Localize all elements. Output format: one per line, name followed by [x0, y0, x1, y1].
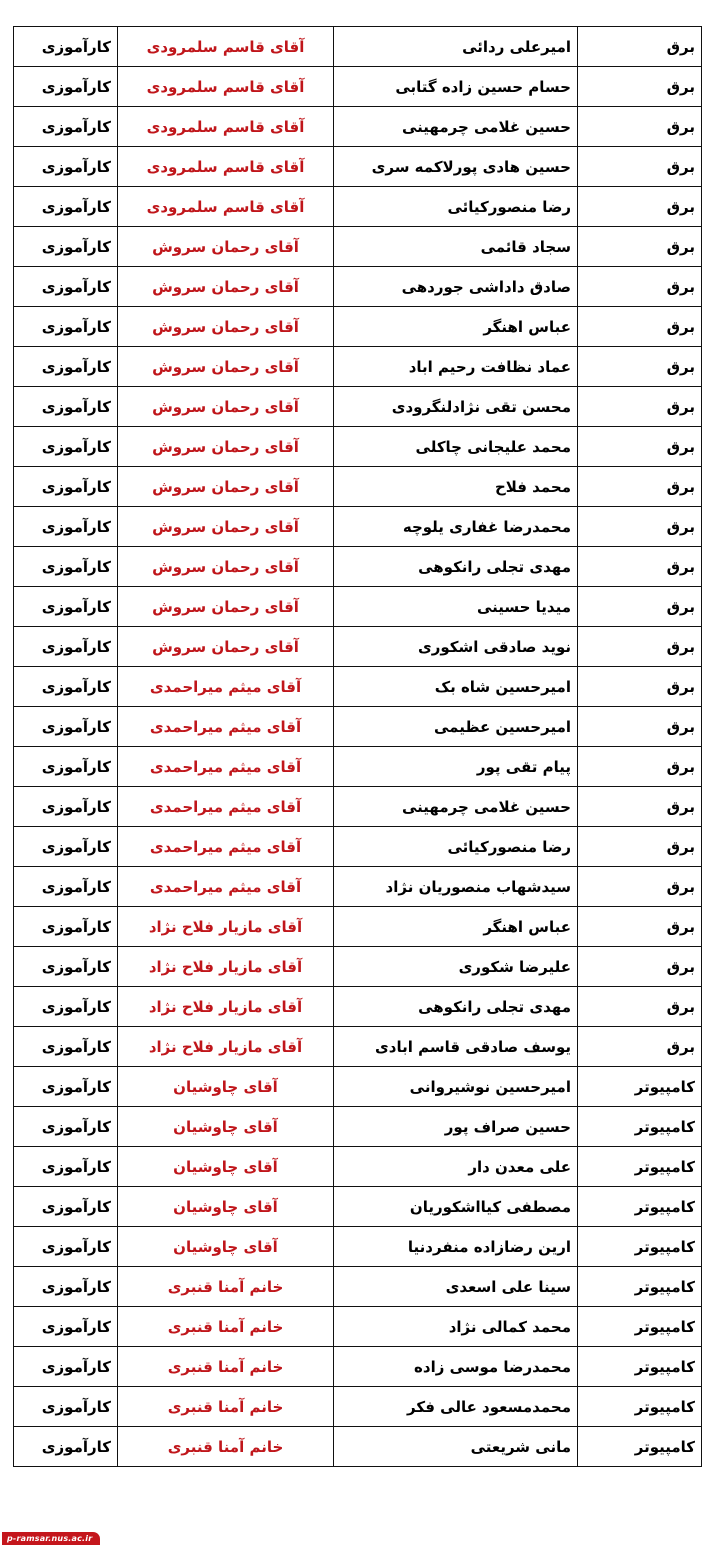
department-cell: برق — [578, 427, 702, 467]
table-row — [14, 1187, 702, 1227]
student-name-cell: رضا منصورکیائی — [334, 827, 578, 867]
department-cell: کامپیوتر — [578, 1427, 702, 1467]
table-row — [14, 1147, 702, 1187]
course-type-cell: کارآموزی — [14, 27, 118, 67]
student-name-cell: مصطفی کیااشکوریان — [334, 1187, 578, 1227]
student-name-cell: سینا علی اسعدی — [334, 1267, 578, 1307]
course-type-cell: کارآموزی — [14, 507, 118, 547]
table-row — [14, 427, 702, 467]
student-name-cell: نوید صادقی اشکوری — [334, 627, 578, 667]
student-name-cell: محمد فلاح — [334, 467, 578, 507]
course-type-cell: کارآموزی — [14, 747, 118, 787]
department-cell: کامپیوتر — [578, 1307, 702, 1347]
student-name-cell: محمد کمالی نژاد — [334, 1307, 578, 1347]
department-cell: برق — [578, 1027, 702, 1067]
course-type-cell: کارآموزی — [14, 587, 118, 627]
course-type-cell: کارآموزی — [14, 427, 118, 467]
table-row — [14, 1347, 702, 1387]
student-name-cell: عباس اهنگر — [334, 307, 578, 347]
department-cell: برق — [578, 307, 702, 347]
supervisor-cell: آقای رحمان سروش — [118, 547, 334, 587]
student-name-cell: محمد علیجانی چاکلی — [334, 427, 578, 467]
student-name-cell: امیرحسین نوشیروانی — [334, 1067, 578, 1107]
supervisor-cell: آقای مازیار فلاح نژاد — [118, 947, 334, 987]
supervisor-cell: آقای قاسم سلمرودی — [118, 147, 334, 187]
department-cell: برق — [578, 667, 702, 707]
course-type-cell: کارآموزی — [14, 1107, 118, 1147]
internship-table — [13, 26, 702, 1467]
course-type-cell: کارآموزی — [14, 107, 118, 147]
student-name-cell: یوسف صادقی قاسم ابادی — [334, 1027, 578, 1067]
course-type-cell: کارآموزی — [14, 1387, 118, 1427]
table-row — [14, 547, 702, 587]
table-row — [14, 627, 702, 667]
course-type-cell: کارآموزی — [14, 987, 118, 1027]
student-name-cell: مهدی تجلی رانکوهی — [334, 547, 578, 587]
supervisor-cell: آقای رحمان سروش — [118, 467, 334, 507]
supervisor-cell: آقای قاسم سلمرودی — [118, 67, 334, 107]
supervisor-cell: آقای رحمان سروش — [118, 507, 334, 547]
table-row — [14, 787, 702, 827]
department-cell: کامپیوتر — [578, 1107, 702, 1147]
table-row — [14, 587, 702, 627]
student-name-cell: میدیا حسینی — [334, 587, 578, 627]
course-type-cell: کارآموزی — [14, 267, 118, 307]
supervisor-cell: آقای میثم میراحمدی — [118, 667, 334, 707]
department-cell: برق — [578, 67, 702, 107]
supervisor-cell: خانم آمنا قنبری — [118, 1427, 334, 1467]
table-row — [14, 187, 702, 227]
course-type-cell: کارآموزی — [14, 67, 118, 107]
table-row — [14, 867, 702, 907]
department-cell: برق — [578, 27, 702, 67]
course-type-cell: کارآموزی — [14, 627, 118, 667]
supervisor-cell: خانم آمنا قنبری — [118, 1307, 334, 1347]
department-cell: کامپیوتر — [578, 1067, 702, 1107]
student-name-cell: صادق داداشی جوردهی — [334, 267, 578, 307]
supervisor-cell: آقای رحمان سروش — [118, 307, 334, 347]
supervisor-cell: آقای میثم میراحمدی — [118, 827, 334, 867]
department-cell: برق — [578, 547, 702, 587]
student-name-cell: عباس اهنگر — [334, 907, 578, 947]
table-row — [14, 147, 702, 187]
supervisor-cell: آقای رحمان سروش — [118, 427, 334, 467]
course-type-cell: کارآموزی — [14, 1147, 118, 1187]
supervisor-cell: آقای میثم میراحمدی — [118, 787, 334, 827]
course-type-cell: کارآموزی — [14, 907, 118, 947]
table-row — [14, 227, 702, 267]
department-cell: برق — [578, 107, 702, 147]
table-row — [14, 1427, 702, 1467]
supervisor-cell: آقای قاسم سلمرودی — [118, 27, 334, 67]
table-row — [14, 707, 702, 747]
course-type-cell: کارآموزی — [14, 1227, 118, 1267]
department-cell: برق — [578, 147, 702, 187]
department-cell: کامپیوتر — [578, 1147, 702, 1187]
course-type-cell: کارآموزی — [14, 707, 118, 747]
student-name-cell: سجاد قائمی — [334, 227, 578, 267]
supervisor-cell: آقای میثم میراحمدی — [118, 867, 334, 907]
table-row — [14, 107, 702, 147]
student-name-cell: حسین هادی پورلاکمه سری — [334, 147, 578, 187]
course-type-cell: کارآموزی — [14, 187, 118, 227]
student-name-cell: محمدرضا موسی زاده — [334, 1347, 578, 1387]
department-cell: برق — [578, 947, 702, 987]
course-type-cell: کارآموزی — [14, 1267, 118, 1307]
table-row — [14, 67, 702, 107]
student-name-cell: امیرعلی ردائی — [334, 27, 578, 67]
table-row — [14, 1307, 702, 1347]
table-row — [14, 1227, 702, 1267]
department-cell: برق — [578, 387, 702, 427]
table-row — [14, 667, 702, 707]
course-type-cell: کارآموزی — [14, 1427, 118, 1467]
student-name-cell: مانی شریعتی — [334, 1427, 578, 1467]
student-name-cell: ارین رضازاده منفردنیا — [334, 1227, 578, 1267]
supervisor-cell: آقای چاوشیان — [118, 1227, 334, 1267]
student-name-cell: امیرحسین شاه بک — [334, 667, 578, 707]
department-cell: برق — [578, 507, 702, 547]
department-cell: کامپیوتر — [578, 1187, 702, 1227]
supervisor-cell: آقای مازیار فلاح نژاد — [118, 1027, 334, 1067]
department-cell: کامپیوتر — [578, 1347, 702, 1387]
supervisor-cell: خانم آمنا قنبری — [118, 1387, 334, 1427]
department-cell: برق — [578, 347, 702, 387]
student-name-cell: رضا منصورکیائی — [334, 187, 578, 227]
course-type-cell: کارآموزی — [14, 1307, 118, 1347]
table-row — [14, 267, 702, 307]
course-type-cell: کارآموزی — [14, 787, 118, 827]
course-type-cell: کارآموزی — [14, 547, 118, 587]
department-cell: برق — [578, 827, 702, 867]
department-cell: برق — [578, 227, 702, 267]
table-row — [14, 507, 702, 547]
student-name-cell: پیام تقی پور — [334, 747, 578, 787]
department-cell: برق — [578, 987, 702, 1027]
student-name-cell: امیرحسین عظیمی — [334, 707, 578, 747]
department-cell: برق — [578, 787, 702, 827]
department-cell: کامپیوتر — [578, 1227, 702, 1267]
table-row — [14, 987, 702, 1027]
table-row — [14, 827, 702, 867]
supervisor-cell: آقای میثم میراحمدی — [118, 707, 334, 747]
site-watermark: p-ramsar.nus.ac.ir — [2, 1532, 100, 1545]
department-cell: برق — [578, 187, 702, 227]
course-type-cell: کارآموزی — [14, 347, 118, 387]
department-cell: برق — [578, 587, 702, 627]
student-name-cell: عماد نظافت رحیم اباد — [334, 347, 578, 387]
course-type-cell: کارآموزی — [14, 1067, 118, 1107]
student-name-cell: حسین غلامی چرمهینی — [334, 107, 578, 147]
course-type-cell: کارآموزی — [14, 667, 118, 707]
course-type-cell: کارآموزی — [14, 147, 118, 187]
department-cell: کامپیوتر — [578, 1387, 702, 1427]
student-name-cell: حسین غلامی چرمهینی — [334, 787, 578, 827]
supervisor-cell: آقای میثم میراحمدی — [118, 747, 334, 787]
supervisor-cell: آقای چاوشیان — [118, 1107, 334, 1147]
table-row — [14, 307, 702, 347]
student-name-cell: حسین صراف پور — [334, 1107, 578, 1147]
department-cell: برق — [578, 467, 702, 507]
department-cell: برق — [578, 707, 702, 747]
supervisor-cell: آقای چاوشیان — [118, 1147, 334, 1187]
table-row — [14, 747, 702, 787]
course-type-cell: کارآموزی — [14, 1347, 118, 1387]
course-type-cell: کارآموزی — [14, 307, 118, 347]
table-row — [14, 1387, 702, 1427]
student-name-cell: محمدرضا غفاری یلوچه — [334, 507, 578, 547]
supervisor-cell: آقای رحمان سروش — [118, 387, 334, 427]
course-type-cell: کارآموزی — [14, 227, 118, 267]
department-cell: برق — [578, 627, 702, 667]
student-name-cell: سیدشهاب منصوریان نژاد — [334, 867, 578, 907]
table-row — [14, 27, 702, 67]
supervisor-cell: آقای مازیار فلاح نژاد — [118, 987, 334, 1027]
course-type-cell: کارآموزی — [14, 947, 118, 987]
student-name-cell: محسن تقی نژادلنگرودی — [334, 387, 578, 427]
table-row — [14, 1107, 702, 1147]
course-type-cell: کارآموزی — [14, 1187, 118, 1227]
department-cell: برق — [578, 747, 702, 787]
table-row — [14, 947, 702, 987]
department-cell: برق — [578, 267, 702, 307]
table-row — [14, 1067, 702, 1107]
supervisor-cell: آقای چاوشیان — [118, 1067, 334, 1107]
supervisor-cell: آقای قاسم سلمرودی — [118, 187, 334, 227]
supervisor-cell: آقای مازیار فلاح نژاد — [118, 907, 334, 947]
table-row — [14, 1267, 702, 1307]
course-type-cell: کارآموزی — [14, 827, 118, 867]
supervisor-cell: آقای رحمان سروش — [118, 627, 334, 667]
department-cell: کامپیوتر — [578, 1267, 702, 1307]
course-type-cell: کارآموزی — [14, 867, 118, 907]
internship-table-body — [14, 27, 702, 1467]
course-type-cell: کارآموزی — [14, 1027, 118, 1067]
table-row — [14, 907, 702, 947]
supervisor-cell: آقای قاسم سلمرودی — [118, 107, 334, 147]
supervisor-cell: آقای رحمان سروش — [118, 587, 334, 627]
table-row — [14, 387, 702, 427]
table-row — [14, 467, 702, 507]
course-type-cell: کارآموزی — [14, 387, 118, 427]
student-name-cell: علیرضا شکوری — [334, 947, 578, 987]
student-name-cell: علی معدن دار — [334, 1147, 578, 1187]
supervisor-cell: آقای رحمان سروش — [118, 227, 334, 267]
supervisor-cell: آقای چاوشیان — [118, 1187, 334, 1227]
student-name-cell: حسام حسین زاده گتابی — [334, 67, 578, 107]
student-name-cell: مهدی تجلی رانکوهی — [334, 987, 578, 1027]
department-cell: برق — [578, 907, 702, 947]
supervisor-cell: آقای رحمان سروش — [118, 267, 334, 307]
course-type-cell: کارآموزی — [14, 467, 118, 507]
student-name-cell: محمدمسعود عالی فکر — [334, 1387, 578, 1427]
table-row — [14, 347, 702, 387]
department-cell: برق — [578, 867, 702, 907]
supervisor-cell: خانم آمنا قنبری — [118, 1347, 334, 1387]
supervisor-cell: آقای رحمان سروش — [118, 347, 334, 387]
supervisor-cell: خانم آمنا قنبری — [118, 1267, 334, 1307]
table-row — [14, 1027, 702, 1067]
